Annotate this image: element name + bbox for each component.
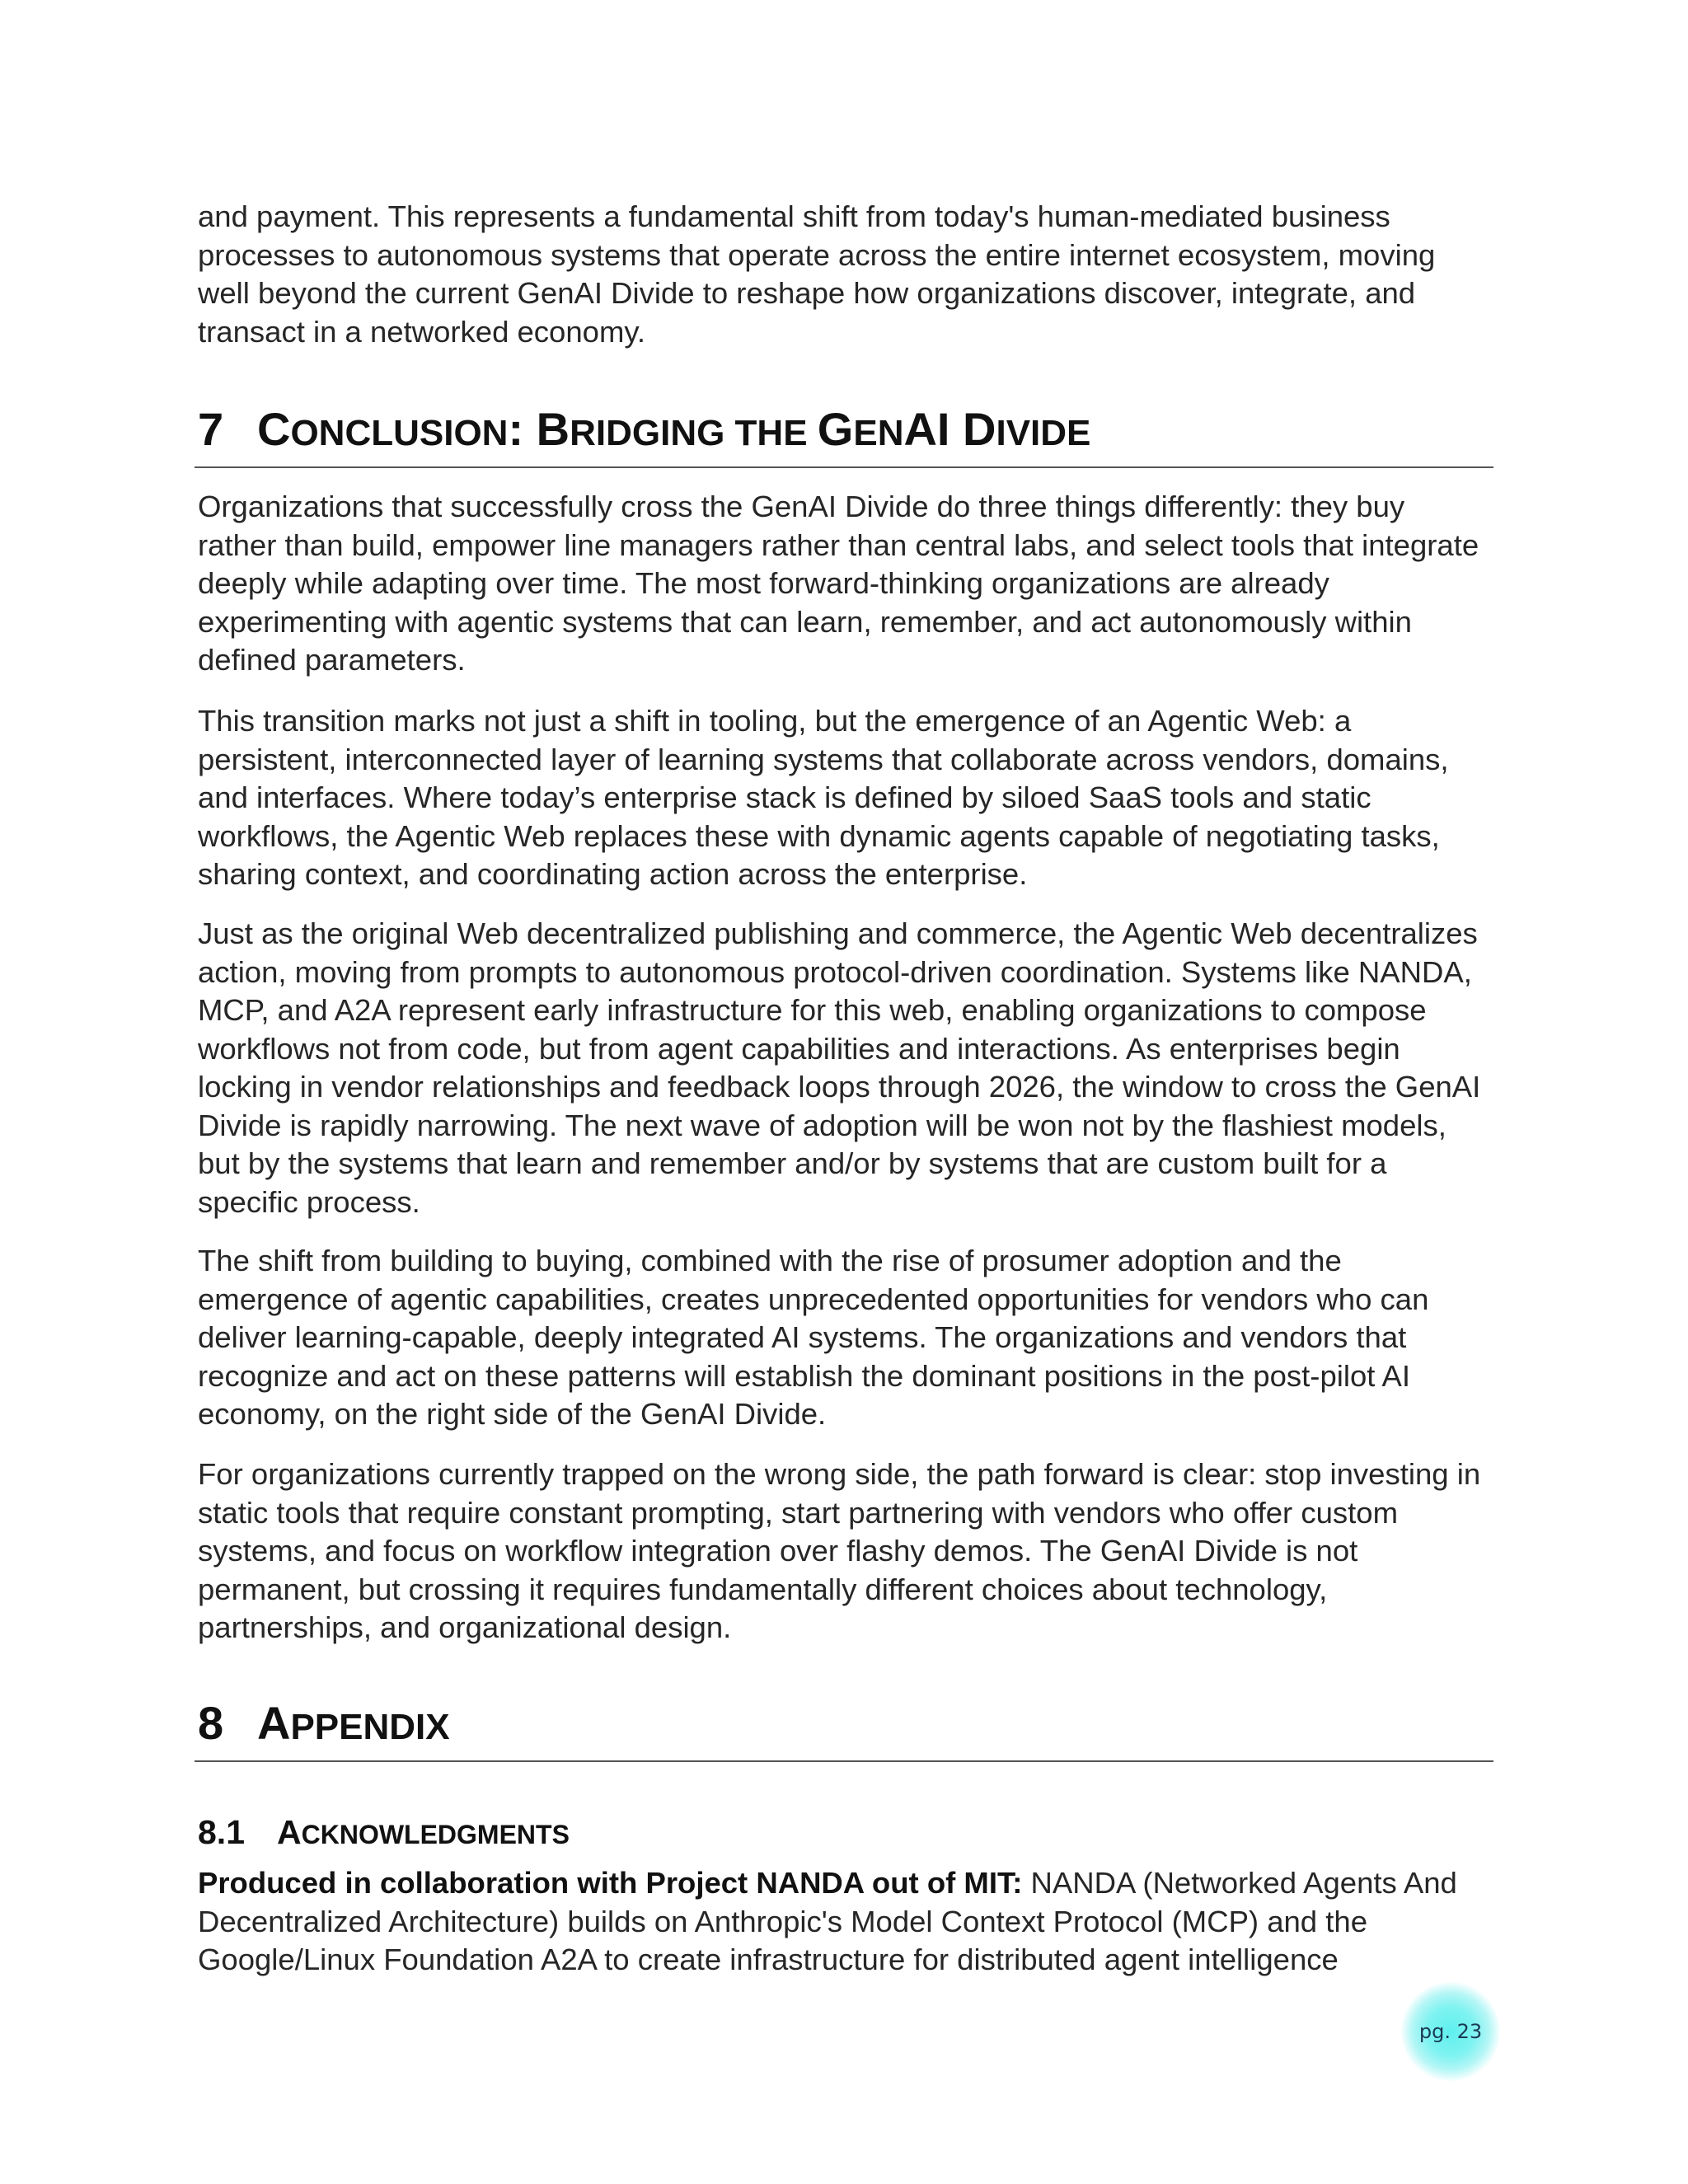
- acknowledgments-lead: Produced in collaboration with Project NANDA out of MIT:: [198, 1866, 1023, 1900]
- subsection-8-1-heading: [198, 1813, 1490, 1852]
- section-title: CONCLUSION: BRIDGING THE GENAI DIVIDE: [257, 403, 1091, 455]
- paragraph: The shift from building to buying, combined with the rise of prosumer adoption and the emergence of agentic capabilities, creates unprecedented opportunities for vendors who can deliver learning-capable, deeply integrated AI systems. The organizations and vendors that recognize and act on these patterns will establish the dominant positions in the post-pilot AI economy, on the right side of the GenAI Divide.: [198, 1244, 1429, 1431]
- intro-paragraph: and payment. This represents a fundamental shift from today's human-mediated business processes to autonomous systems that operate across the entire internet ecosystem, moving well beyond the current GenAI Divide to reshape how organizations discover, integrate, and transact in a networked economy.: [198, 199, 1436, 349]
- section-number: 7: [198, 403, 224, 455]
- section-7-heading: [198, 402, 1490, 456]
- page-number: pg. 23: [1418, 2020, 1483, 2043]
- section-number: 8: [198, 1697, 224, 1749]
- paragraph: This transition marks not just a shift in tooling, but the emergence of an Agentic Web: a persistent, interconnected layer of learning systems that collaborate across vendors, domains, and interfaces. Where today’s enterprise stack is defined by siloed SaaS tools and static workflows, the Agentic Web replaces these with dynamic agents capable of negotiating tasks, sharing context, and coordinating action across the enterprise.: [198, 704, 1449, 891]
- acknowledgments-paragraph: [198, 1864, 1490, 1980]
- paragraph: Organizations that successfully cross the GenAI Divide do three things differently: they buy rather than build, empower line managers rather than central labs, and select tools that integrate deeply while adapting over time. The most forward-thinking organizations are already experimenting with agentic systems that can learn, remember, and act autonomously within defined parameters.: [198, 490, 1479, 677]
- page-number-badge: [1401, 1982, 1500, 2081]
- heading-divider: [195, 466, 1493, 468]
- subsection-number: 8.1: [198, 1813, 245, 1851]
- paragraph: Just as the original Web decentralized publishing and commerce, the Agentic Web decentralizes action, moving from prompts to autonomous protocol-driven coordination. Systems like NANDA, MCP, and A2A represent early infrastructure for this web, enabling organizations to compose workflows not from code, but from agent capabilities and interactions. As enterprises begin locking in vendor relationships and feedback loops through 2026, the window to cross the GenAI Divide is rapidly narrowing. The next wave of adoption will be won not by the flashiest models, but by the systems that learn and remember and/or by systems that are custom built for a specific process.: [198, 916, 1481, 1219]
- heading-divider: [195, 1760, 1493, 1762]
- acknowledgments-text: NANDA (Networked Agents And Decentralized Architecture) builds on Anthropic's Model Context Protocol (MCP) and the Google/Linux Foundation A2A to create infrastructure for distributed agent intelligence: [198, 1866, 1457, 1976]
- subsection-title: ACKNOWLEDGMENTS: [277, 1813, 570, 1851]
- paragraph: For organizations currently trapped on the wrong side, the path forward is clear: stop investing in static tools that require constant prompting, start partnering with vendors who offer custom systems, and focus on workflow integration over flashy demos. The GenAI Divide is not permanent, but crossing it requires fundamentally different choices about technology, partnerships, and organizational design.: [198, 1457, 1481, 1644]
- section-title: APPENDIX: [257, 1697, 450, 1749]
- section-8-heading: [198, 1696, 1490, 1750]
